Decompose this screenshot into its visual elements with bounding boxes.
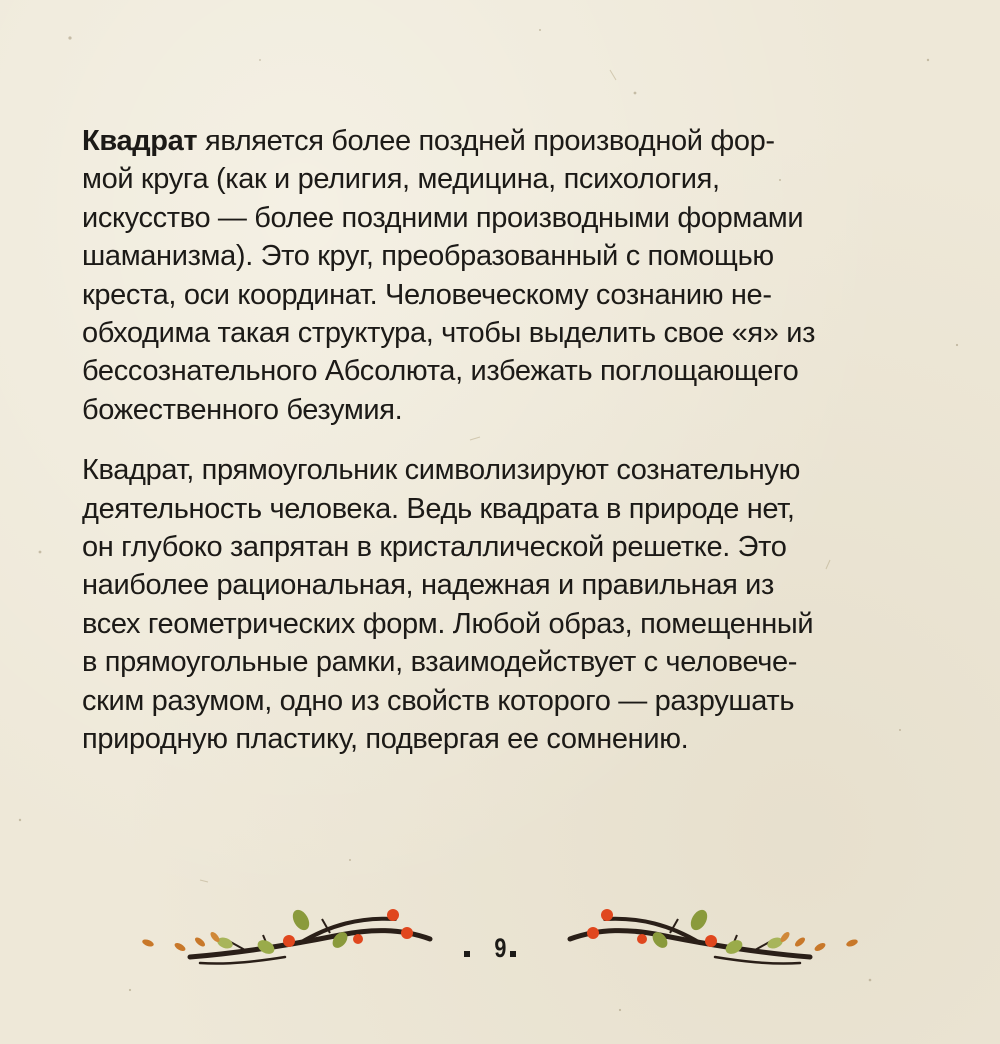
right-branch-ornament-icon [570, 907, 859, 964]
page-number-right-dot [510, 951, 516, 957]
page-number: 9 [494, 933, 506, 963]
paragraph-square-origin [82, 122, 882, 429]
paragraph-text: Квадрат, прямоугольник символизируют сознательную деятельность человека. Ведь квадрата в природе нет, он глубоко запрятан в кристаллической решетке. Это наиболее рациональная, надежная и правильная из всех геометрических форм. Любой образ, помещенный в прямоугольные рамки, взаимодействует с человече- ским разумом, одно из свойств которого — разрушать природную пластику, подвергая ее сомнению. [82, 454, 814, 756]
article-text [82, 122, 882, 781]
paragraph-square-meaning [82, 451, 882, 758]
left-branch-ornament-icon [141, 907, 430, 964]
paragraph-text: является более поздней производной фор- мой круга (как и религия, медицина, психология, искусство — более поздними производными формами шаманизма). Это круг, преобразованный с помощью креста, оси координат. Человеческому сознанию не- обходима такая структура, чтобы выделить свое «я» из бессознательного Абсолюта, избежать поглощающего божественного безумия. [82, 125, 816, 426]
bold-term: Квадрат [82, 125, 198, 157]
page-number-left-dot [464, 951, 470, 957]
